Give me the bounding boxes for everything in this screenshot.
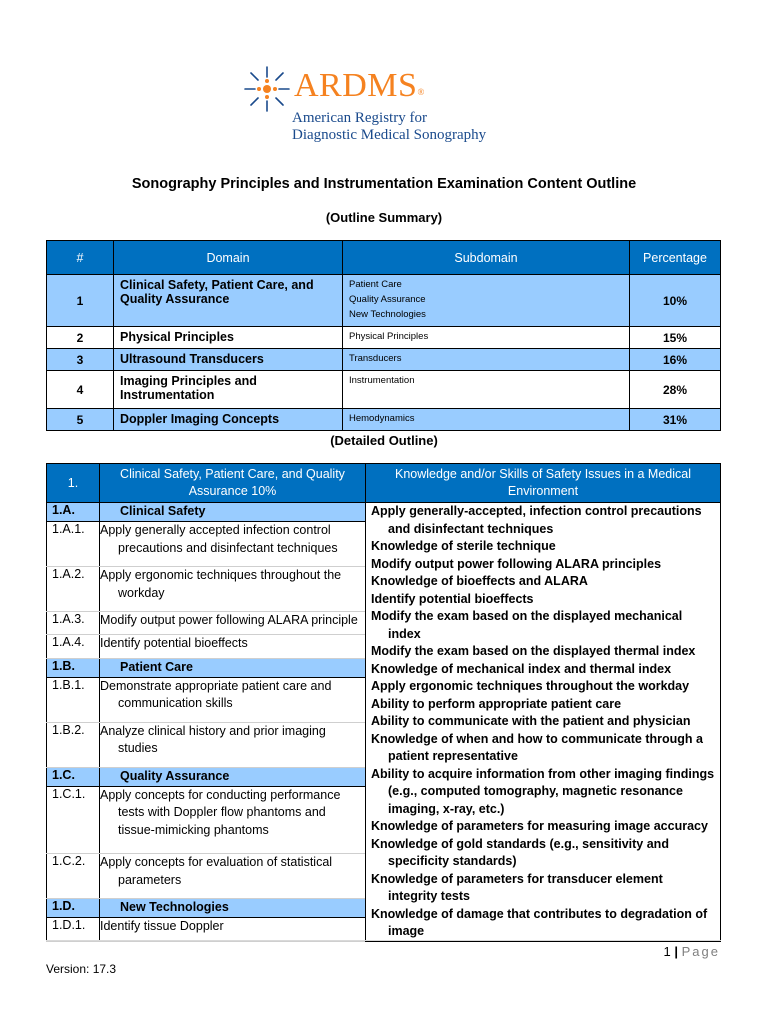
summary-row	[47, 275, 721, 327]
version-label: Version: 17.3	[46, 962, 117, 976]
item-code: 1.B.2.	[47, 722, 100, 767]
summary-table	[46, 240, 721, 431]
knowledge-item: Identify potential bioeffects	[371, 591, 534, 606]
item-text: Apply concepts for evaluation of statistical parameters	[100, 854, 366, 899]
section-code: 1.A.	[47, 503, 100, 522]
row-subdomain: Instrumentation	[343, 371, 630, 409]
row-pct: 16%	[630, 349, 721, 371]
row-pct: 31%	[630, 409, 721, 431]
section-code: 1.B.	[47, 658, 100, 677]
item-text: Apply ergonomic techniques throughout the workday	[100, 567, 366, 612]
section-title-text: Clinical Safety	[120, 504, 206, 518]
item-text: Apply generally accepted infection control precautions and disinfectant techniques	[100, 522, 366, 567]
det-header-num: 1.	[47, 464, 100, 503]
section-title	[100, 503, 366, 522]
knowledge-item: Knowledge of gold standards (e.g., sensitivity and specificity standards)	[371, 836, 669, 868]
knowledge-item: Knowledge of when and how to communicate through a patient representative	[371, 731, 703, 763]
subdomain-item: Quality Assurance	[349, 294, 426, 305]
detailed-label: (Detailed Outline)	[330, 433, 438, 448]
item-code: 1.D.1.	[47, 918, 100, 941]
row-pct: 15%	[630, 327, 721, 349]
summary-row	[47, 349, 721, 371]
det-header-knowledge: Knowledge and/or Skills of Safety Issues in a Medical Environment	[366, 464, 721, 503]
row-domain: Doppler Imaging Concepts	[114, 409, 343, 431]
row-num: 4	[47, 371, 114, 409]
page-number	[664, 944, 721, 959]
section-title	[100, 899, 366, 918]
summary-label: (Outline Summary)	[325, 210, 443, 225]
detailed-table	[46, 463, 721, 942]
row-domain: Physical Principles	[114, 327, 343, 349]
knowledge-item: Knowledge of sterile technique	[371, 539, 556, 553]
row-pct: 28%	[630, 371, 721, 409]
knowledge-item: Modify the exam based on the displayed mechanical index	[371, 609, 683, 641]
section-code: 1.C.	[47, 767, 100, 786]
knowledge-item: Modify output power following ALARA principles	[371, 556, 662, 571]
knowledge-item: Apply ergonomic techniques throughout the workday	[371, 679, 690, 693]
header-num: #	[47, 241, 114, 275]
row-subdomain: Physical Principles	[343, 327, 630, 349]
document-title: Sonography Principles and Instrumentation Examination Content Outline	[131, 176, 637, 192]
row-num: 3	[47, 349, 114, 371]
knowledge-item: Knowledge of mechanical index and thermal index	[371, 661, 672, 676]
section-title-text: Quality Assurance	[120, 768, 230, 783]
item-code: 1.A.2.	[47, 567, 100, 612]
item-text: Identify potential bioeffects	[100, 635, 366, 658]
section-title-text: Patient Care	[120, 659, 193, 674]
starburst-icon	[242, 64, 292, 114]
section-title-text: New Technologies	[120, 900, 229, 915]
knowledge-item: Ability to acquire information from other imaging findings (e.g., computed tomography, magnetic resonance imaging, x-ray, etc.)	[371, 766, 715, 816]
logo-name: ARDMS®	[294, 67, 425, 104]
item-text: Identify tissue Doppler	[100, 918, 366, 941]
item-code: 1.A.3.	[47, 612, 100, 635]
knowledge-item: Knowledge of parameters for measuring image accuracy	[371, 819, 708, 833]
knowledge-item: Ability to perform appropriate patient care	[371, 696, 622, 711]
row-subdomain: Transducers	[343, 349, 630, 371]
item-code: 1.C.1.	[47, 786, 100, 853]
item-text: Demonstrate appropriate patient care and communication skills	[100, 677, 366, 722]
page-separator: |	[674, 944, 678, 959]
row-num: 2	[47, 327, 114, 349]
section-title	[100, 767, 366, 786]
footer-rule	[46, 940, 721, 941]
ardms-logo	[242, 62, 532, 154]
item-code: 1.A.1.	[47, 522, 100, 567]
page-label: Page	[681, 944, 720, 959]
summary-row	[47, 409, 721, 431]
item-text: Modify output power following ALARA principle	[100, 612, 366, 635]
knowledge-item: Apply generally-accepted, infection control precautions and disinfectant techniques	[371, 504, 702, 536]
item-text: Analyze clinical history and prior imaging studies	[100, 722, 366, 767]
knowledge-list	[371, 503, 715, 941]
summary-row	[47, 371, 721, 409]
row-domain: Imaging Principles and Instrumentation	[114, 371, 343, 409]
logo-line1: American Registry for	[292, 110, 427, 126]
summary-row	[47, 327, 721, 349]
row-domain: Clinical Safety, Patient Care, and Quality Assurance	[114, 275, 343, 327]
knowledge-item: Modify the exam based on the displayed thermal index	[371, 644, 696, 658]
row-domain: Ultrasound Transducers	[114, 349, 343, 371]
item-code: 1.A.4.	[47, 635, 100, 658]
item-text: Apply concepts for conducting performance tests with Doppler flow phantoms and tissue-mimicking phantoms	[100, 786, 366, 853]
row-subdomain: Hemodynamics	[343, 409, 630, 431]
knowledge-item: Knowledge of bioeffects and ALARA	[371, 574, 588, 588]
knowledge-cell	[366, 503, 721, 942]
section-title	[100, 658, 366, 677]
row-pct: 10%	[630, 275, 721, 327]
subdomain-item: New Technologies	[349, 309, 426, 320]
item-code: 1.C.2.	[47, 854, 100, 899]
knowledge-item: Ability to communicate with the patient and physician	[371, 714, 691, 728]
knowledge-item: Knowledge of damage that contributes to degradation of image	[371, 906, 708, 938]
row-num: 5	[47, 409, 114, 431]
item-code: 1.B.1.	[47, 677, 100, 722]
header-percentage: Percentage	[630, 241, 721, 275]
det-header-domain: Clinical Safety, Patient Care, and Quality Assurance 10%	[100, 464, 366, 503]
section-code: 1.D.	[47, 899, 100, 918]
subdomain-item: Patient Care	[349, 279, 402, 290]
knowledge-item: Knowledge of parameters for transducer element integrity tests	[371, 871, 663, 903]
header-domain: Domain	[114, 241, 343, 275]
logo-line2: Diagnostic Medical Sonography	[292, 127, 487, 143]
page-number-value: 1	[663, 944, 671, 959]
row-num: 1	[47, 275, 114, 327]
header-subdomain: Subdomain	[343, 241, 630, 275]
section-row	[47, 503, 721, 522]
row-subdomain	[343, 275, 630, 327]
